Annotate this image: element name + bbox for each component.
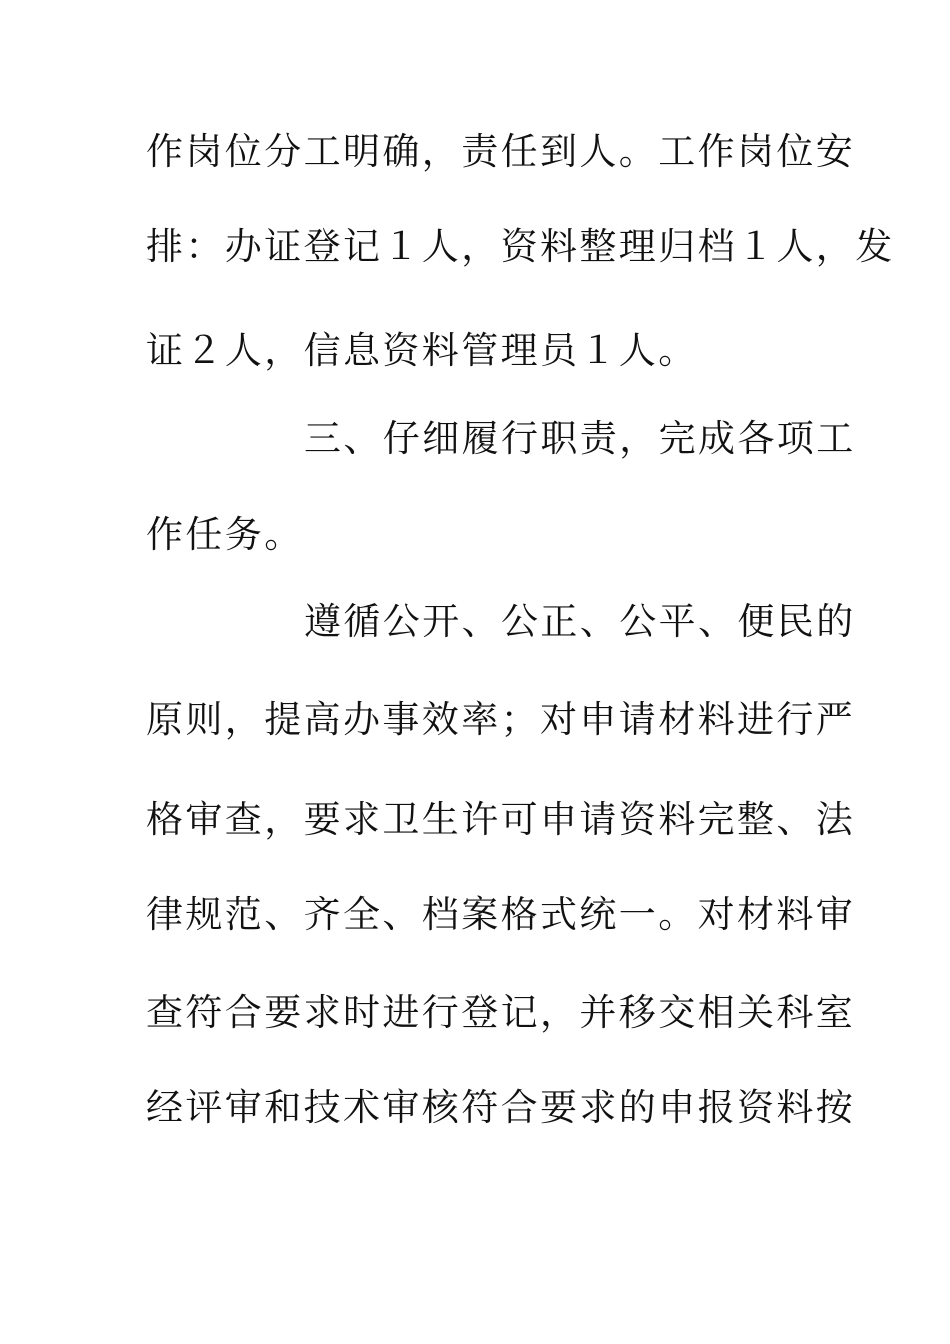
paragraph-line-2: 原则，提高办事效率；对申请材料进行严	[146, 698, 856, 741]
text-line-3: 证２人，信息资料管理员１人。	[146, 329, 698, 372]
text-line-2: 排：办证登记１人，资料整理归档１人，发	[146, 225, 895, 268]
section-heading-line-1: 三、仔细履行职责，完成各项工	[304, 417, 856, 460]
text-line-1: 作岗位分工明确，责任到人。工作岗位安	[146, 130, 856, 173]
paragraph-line-3: 格审查，要求卫生许可申请资料完整、法	[146, 798, 856, 841]
paragraph-line-4: 律规范、齐全、档案格式统一。对材料审	[146, 893, 856, 936]
paragraph-line-5: 查符合要求时进行登记，并移交相关科室	[146, 991, 856, 1034]
paragraph-line-1: 遵循公开、公正、公平、便民的	[304, 600, 856, 643]
paragraph-line-6: 经评审和技术审核符合要求的申报资料按	[146, 1086, 856, 1129]
section-heading-line-2: 作任务。	[146, 513, 304, 556]
